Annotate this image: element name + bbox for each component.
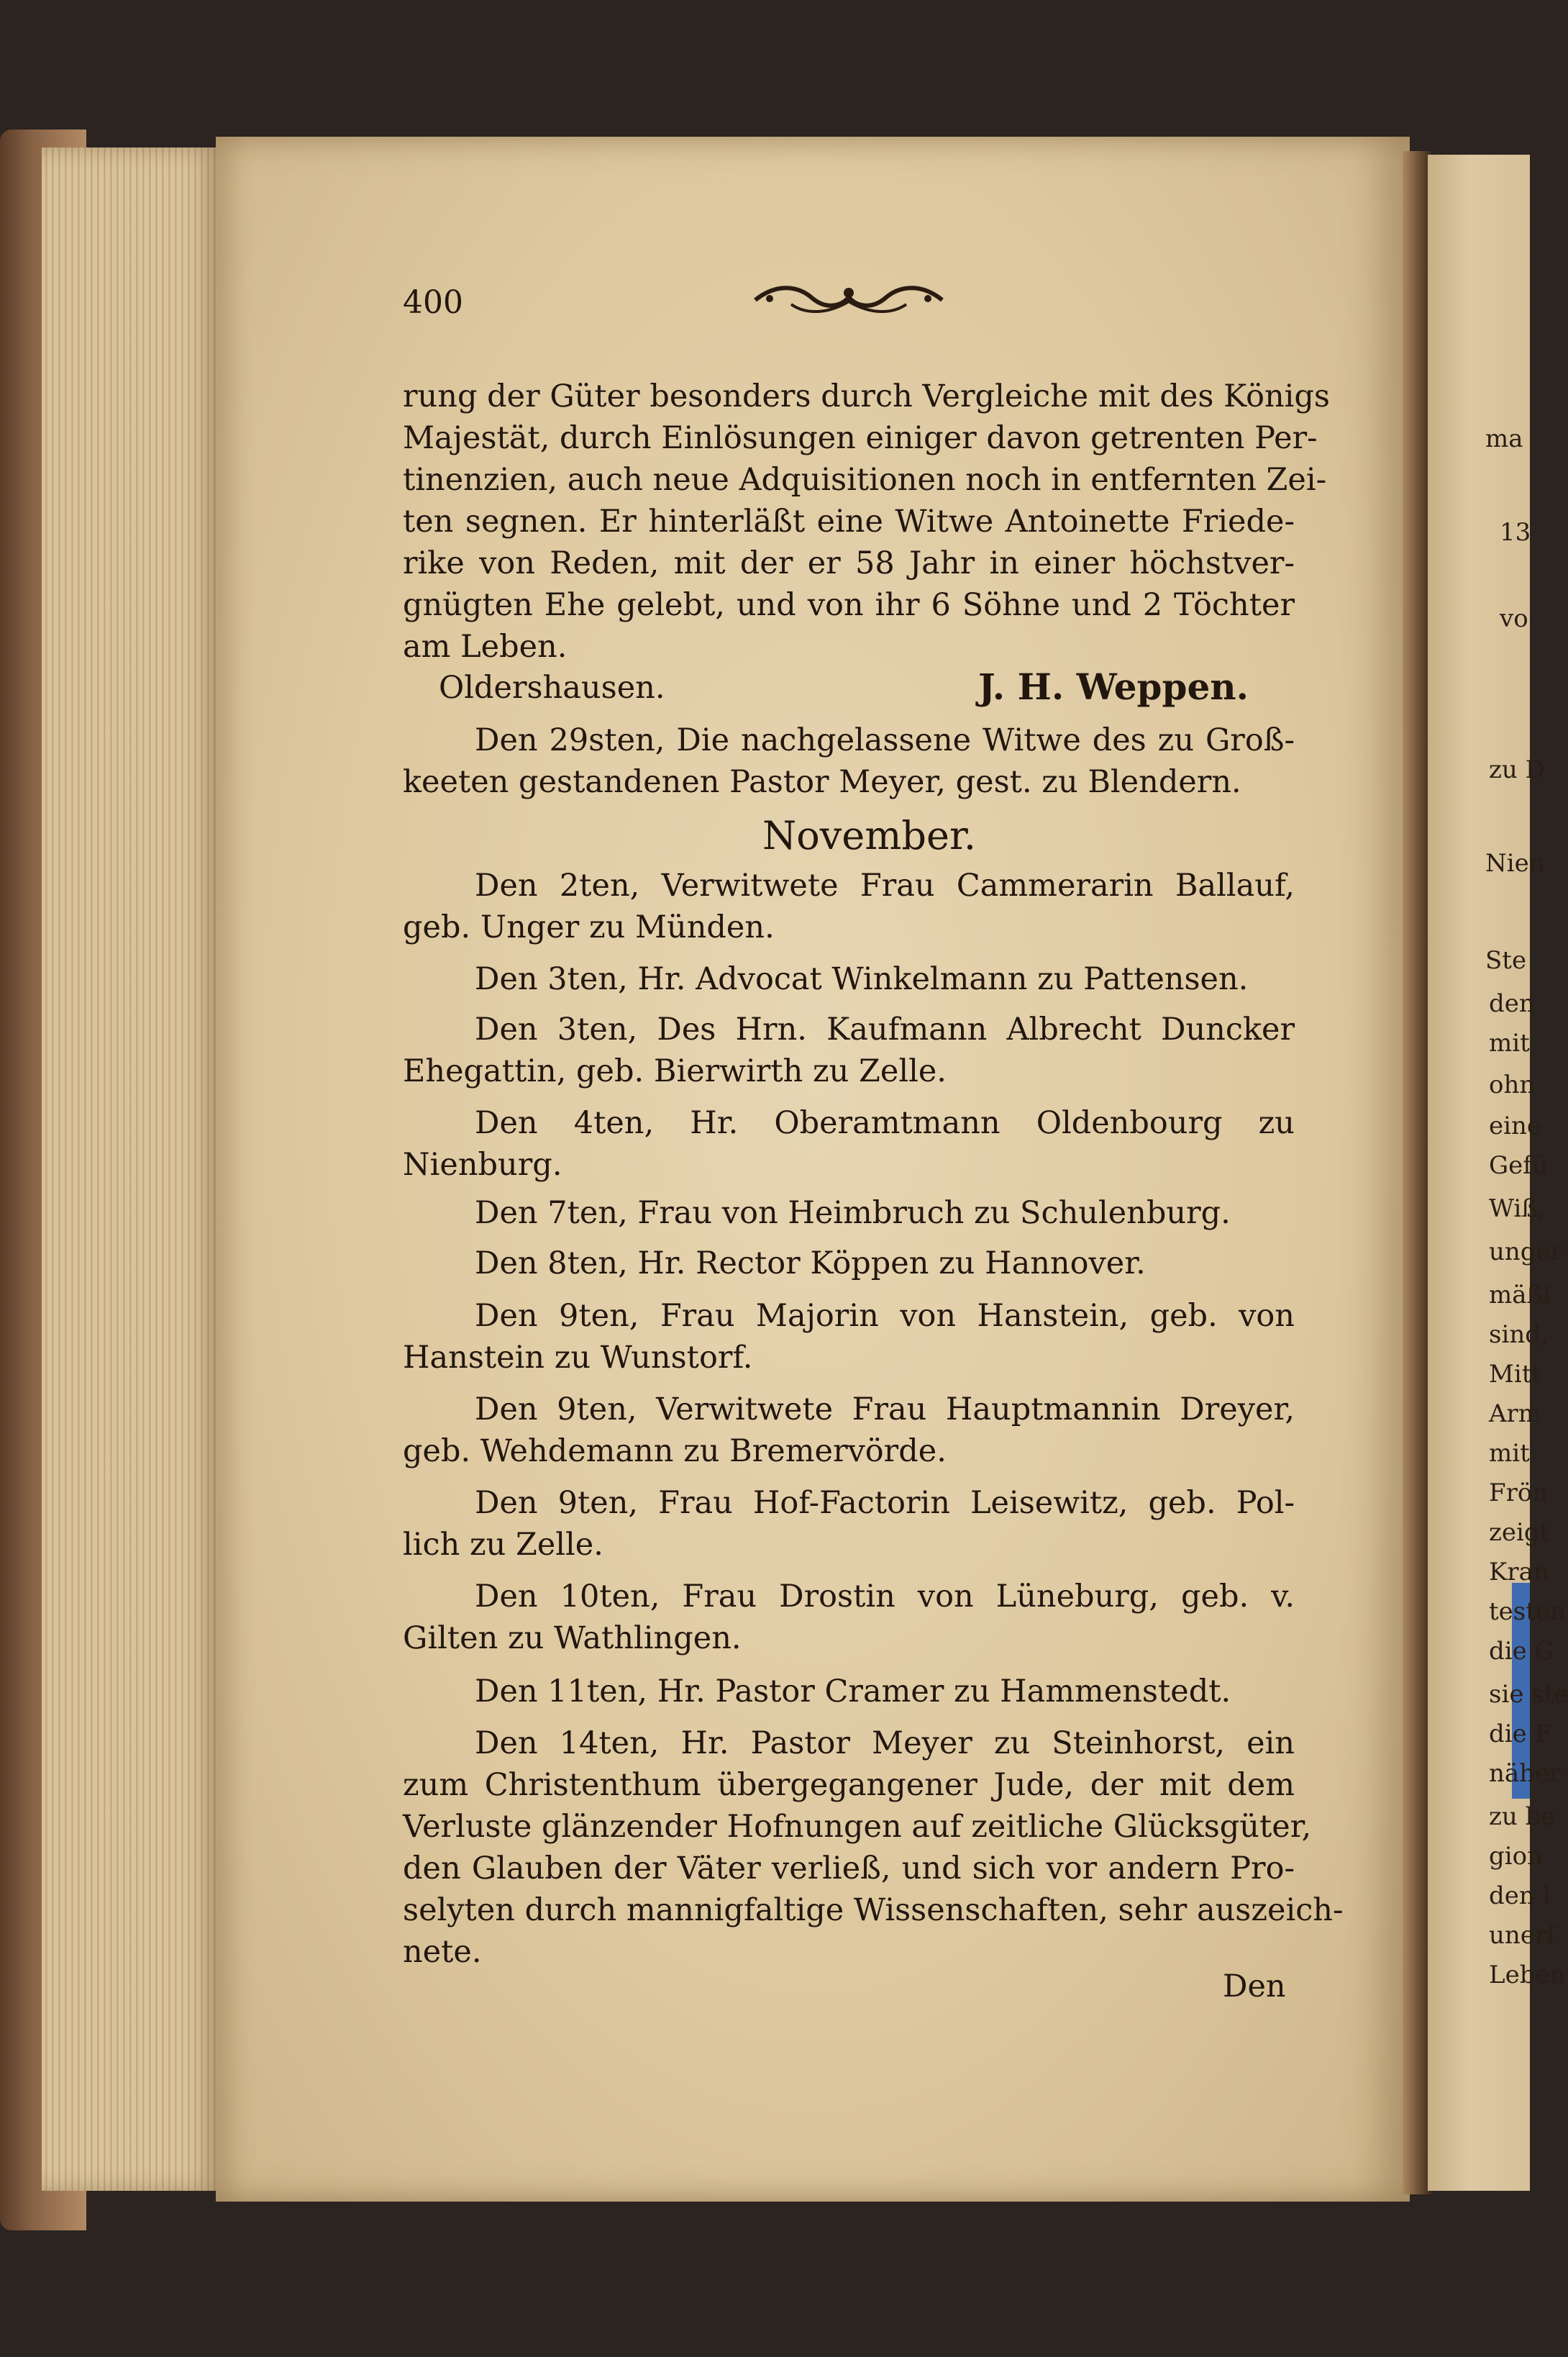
right-fragment: gion xyxy=(1489,1842,1544,1871)
entry-line: Den 10ten, Frau Drostin von Lüneburg, geb. v. xyxy=(475,1579,1295,1615)
right-fragment: mit xyxy=(1489,1029,1530,1058)
entry-line: lich zu Zelle. xyxy=(403,1527,603,1563)
entry-line: Den 2ten, Verwitwete Frau Cammerarin Ballauf, xyxy=(475,868,1295,904)
entry-line: Den 3ten, Hr. Advocat Winkelmann zu Pattensen. xyxy=(475,961,1249,997)
entry-line: Verluste glänzender Hofnungen auf zeitliche Glücksgüter, xyxy=(403,1809,1312,1845)
right-fragment: zeigt xyxy=(1489,1518,1550,1547)
body-line: ten segnen. Er hinterläßt eine Witwe Antoinette Friede- xyxy=(403,504,1295,540)
page-edges xyxy=(42,147,222,2191)
right-fragment: die F xyxy=(1489,1720,1552,1748)
entry-line: Den 11ten, Hr. Pastor Cramer zu Hammenstedt. xyxy=(475,1673,1231,1709)
entry-line: nete. xyxy=(403,1934,482,1970)
right-fragment: zu D xyxy=(1489,755,1545,784)
entry-line: zum Christenthum übergegangener Jude, der mit dem xyxy=(403,1767,1295,1803)
entry-line: keeten gestandenen Pastor Meyer, gest. zu Blendern. xyxy=(403,764,1241,800)
body-line: rike von Reden, mit der er 58 Jahr in einer höchstver- xyxy=(403,545,1295,581)
right-fragment: Wiß, xyxy=(1489,1194,1546,1223)
right-fragment: Mitt xyxy=(1489,1360,1542,1389)
entry-line: Den 9ten, Frau Majorin von Hanstein, geb. von xyxy=(475,1298,1295,1334)
entry-line: Ehegattin, geb. Bierwirth zu Zelle. xyxy=(403,1053,947,1089)
entry-line: Den 7ten, Frau von Heimbruch zu Schulenburg. xyxy=(475,1195,1231,1231)
right-fragment: testen xyxy=(1489,1597,1566,1626)
entry-line: Den 14ten, Hr. Pastor Meyer zu Steinhorst, ein xyxy=(475,1725,1295,1761)
entry-line: Den 4ten, Hr. Oberamtmann Oldenbourg zu xyxy=(475,1105,1295,1141)
right-fragment: unerſ xyxy=(1489,1921,1556,1950)
entry-line: Den 3ten, Des Hrn. Kaufmann Albrecht Duncker xyxy=(475,1012,1295,1048)
book-gutter xyxy=(1403,151,1431,2194)
right-fragment: Frön xyxy=(1489,1479,1549,1507)
right-fragment: den l xyxy=(1489,1881,1551,1910)
body-line: am Leben. xyxy=(403,629,568,665)
right-fragment: vo xyxy=(1500,604,1528,633)
month-heading: November. xyxy=(762,813,976,858)
right-fragment: ma xyxy=(1485,424,1523,453)
body-line: gnügten Ehe gelebt, und von ihr 6 Söhne und 2 Töchter xyxy=(403,587,1295,623)
right-fragment: unger xyxy=(1489,1237,1562,1266)
right-fragment: die G xyxy=(1489,1637,1554,1666)
right-fragment: 13 xyxy=(1500,518,1531,547)
right-fragment: sie ste xyxy=(1489,1680,1568,1709)
right-fragment: mit xyxy=(1489,1439,1530,1468)
entry-line: Den 9ten, Verwitwete Frau Hauptmannin Dreyer, xyxy=(475,1391,1295,1427)
right-fragment: den xyxy=(1489,989,1535,1018)
right-fragment: mäßi xyxy=(1489,1281,1551,1309)
body-line: rung der Güter besonders durch Vergleiche mit des Königs xyxy=(403,378,1330,414)
entry-line: den Glauben der Väter verließ, und sich vor andern Pro- xyxy=(403,1850,1295,1886)
right-fragment: Leben xyxy=(1489,1961,1566,1989)
right-fragment: Kran xyxy=(1489,1558,1549,1586)
entry-line: Hanstein zu Wunstorf. xyxy=(403,1340,753,1376)
body-line: tinenzien, auch neue Adquisitionen noch in entfernten Zei- xyxy=(403,462,1327,498)
entry-line: Den 8ten, Hr. Rector Köppen zu Hannover. xyxy=(475,1245,1146,1281)
entry-line: Den 29sten, Die nachgelassene Witwe des zu Groß- xyxy=(475,722,1295,758)
right-fragment: zu be xyxy=(1489,1802,1556,1831)
entry-line: Gilten zu Wathlingen. xyxy=(403,1620,742,1656)
entry-line: geb. Wehdemann zu Bremervörde. xyxy=(403,1433,947,1469)
entry-line: selyten durch mannigfaltige Wissenschaften, sehr auszeich- xyxy=(403,1892,1344,1928)
right-fragment: näher xyxy=(1489,1759,1562,1788)
entry-line: Nienburg. xyxy=(403,1147,562,1183)
right-fragment: Ste xyxy=(1485,946,1527,975)
right-fragment: Nien xyxy=(1485,849,1545,878)
page-number: 400 xyxy=(403,284,463,321)
ornament-icon xyxy=(748,277,949,320)
body-line: Majestät, durch Einlösungen einiger davon getrenten Per- xyxy=(403,420,1318,456)
right-fragment: eine xyxy=(1489,1112,1542,1140)
entry-line: Den 9ten, Frau Hof-Factorin Leisewitz, geb. Pol- xyxy=(475,1485,1295,1521)
right-fragment: ohn xyxy=(1489,1071,1536,1099)
right-fragment: Arm xyxy=(1489,1399,1542,1428)
signature-name: J. H. Weppen. xyxy=(978,666,1249,708)
right-fragment: sind, xyxy=(1489,1320,1549,1349)
entry-line: geb. Unger zu Münden. xyxy=(403,909,775,945)
right-fragment: Gefü xyxy=(1489,1151,1548,1180)
signature-place: Oldershausen. xyxy=(439,670,665,706)
catchword: Den xyxy=(1223,1968,1286,2004)
